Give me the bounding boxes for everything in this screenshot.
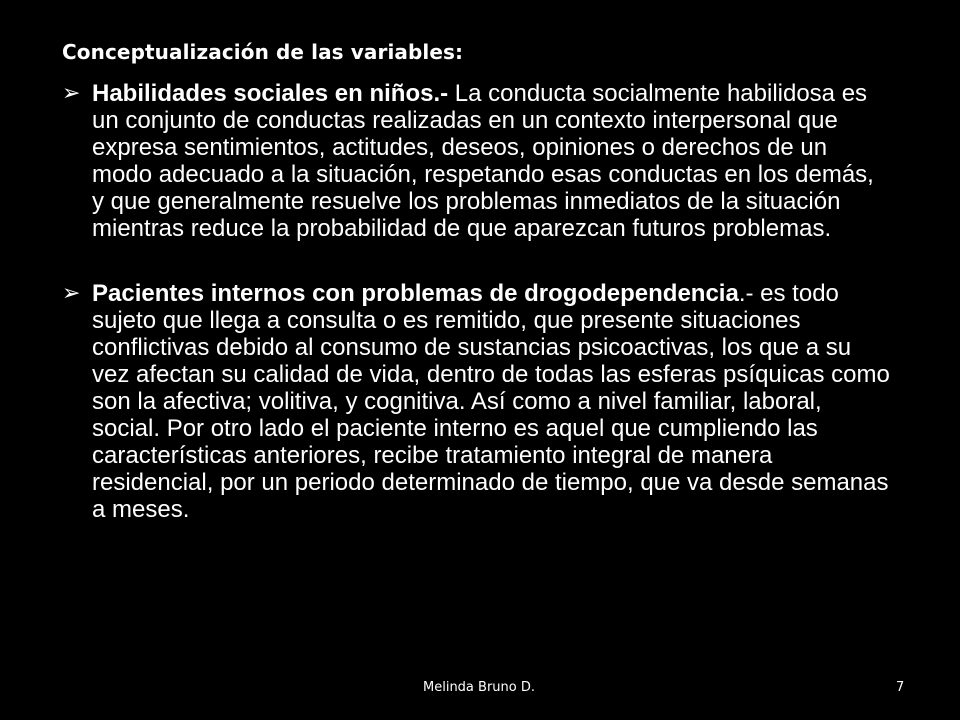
slide-content [62,80,892,523]
bullet-habilidades-sociales [62,80,892,242]
footer-page-number: 7 [896,680,905,695]
bullet-text: La conducta socialmente habilidosa es un conjunto de conductas realizadas en un contexto interpersonal que expresa sentimientos, actitudes, deseos, opiniones o derechos de un modo adecuado a la situación, respetando esas conductas en los demás, y que generalmente resuelve los problemas inmediatos de la situación mientras reduce la probabilidad de que aparezcan futuros problemas. [92,80,874,242]
bullet-text: .- es todo sujeto que llega a consulta o es remitido, que presente situaciones conflictivas debido al consumo de sustancias psicoactivas, los que a su vez afectan su calidad de vida, dentro de todas las esferas psíquicas como son la afectiva; volitiva, y cognitiva. Así como a nivel familiar, laboral, social. Por otro lado el paciente interno es aquel que cumpliendo las características anteriores, recibe tratamiento integral de manera residencial, por un periodo determinado de tiempo, que va desde semanas a meses. [92,280,890,523]
arrowhead-bullet-icon: ➢ [62,80,81,105]
bullet-term: Pacientes internos con problemas de drogodependencia [92,280,739,307]
footer-author: Melinda Bruno D. [423,680,535,695]
bullet-pacientes-internos [62,280,892,523]
arrowhead-bullet-icon: ➢ [62,280,81,305]
bullet-term: Habilidades sociales en niños.- [92,80,449,107]
slide-title: Conceptualización de las variables: [62,40,464,64]
